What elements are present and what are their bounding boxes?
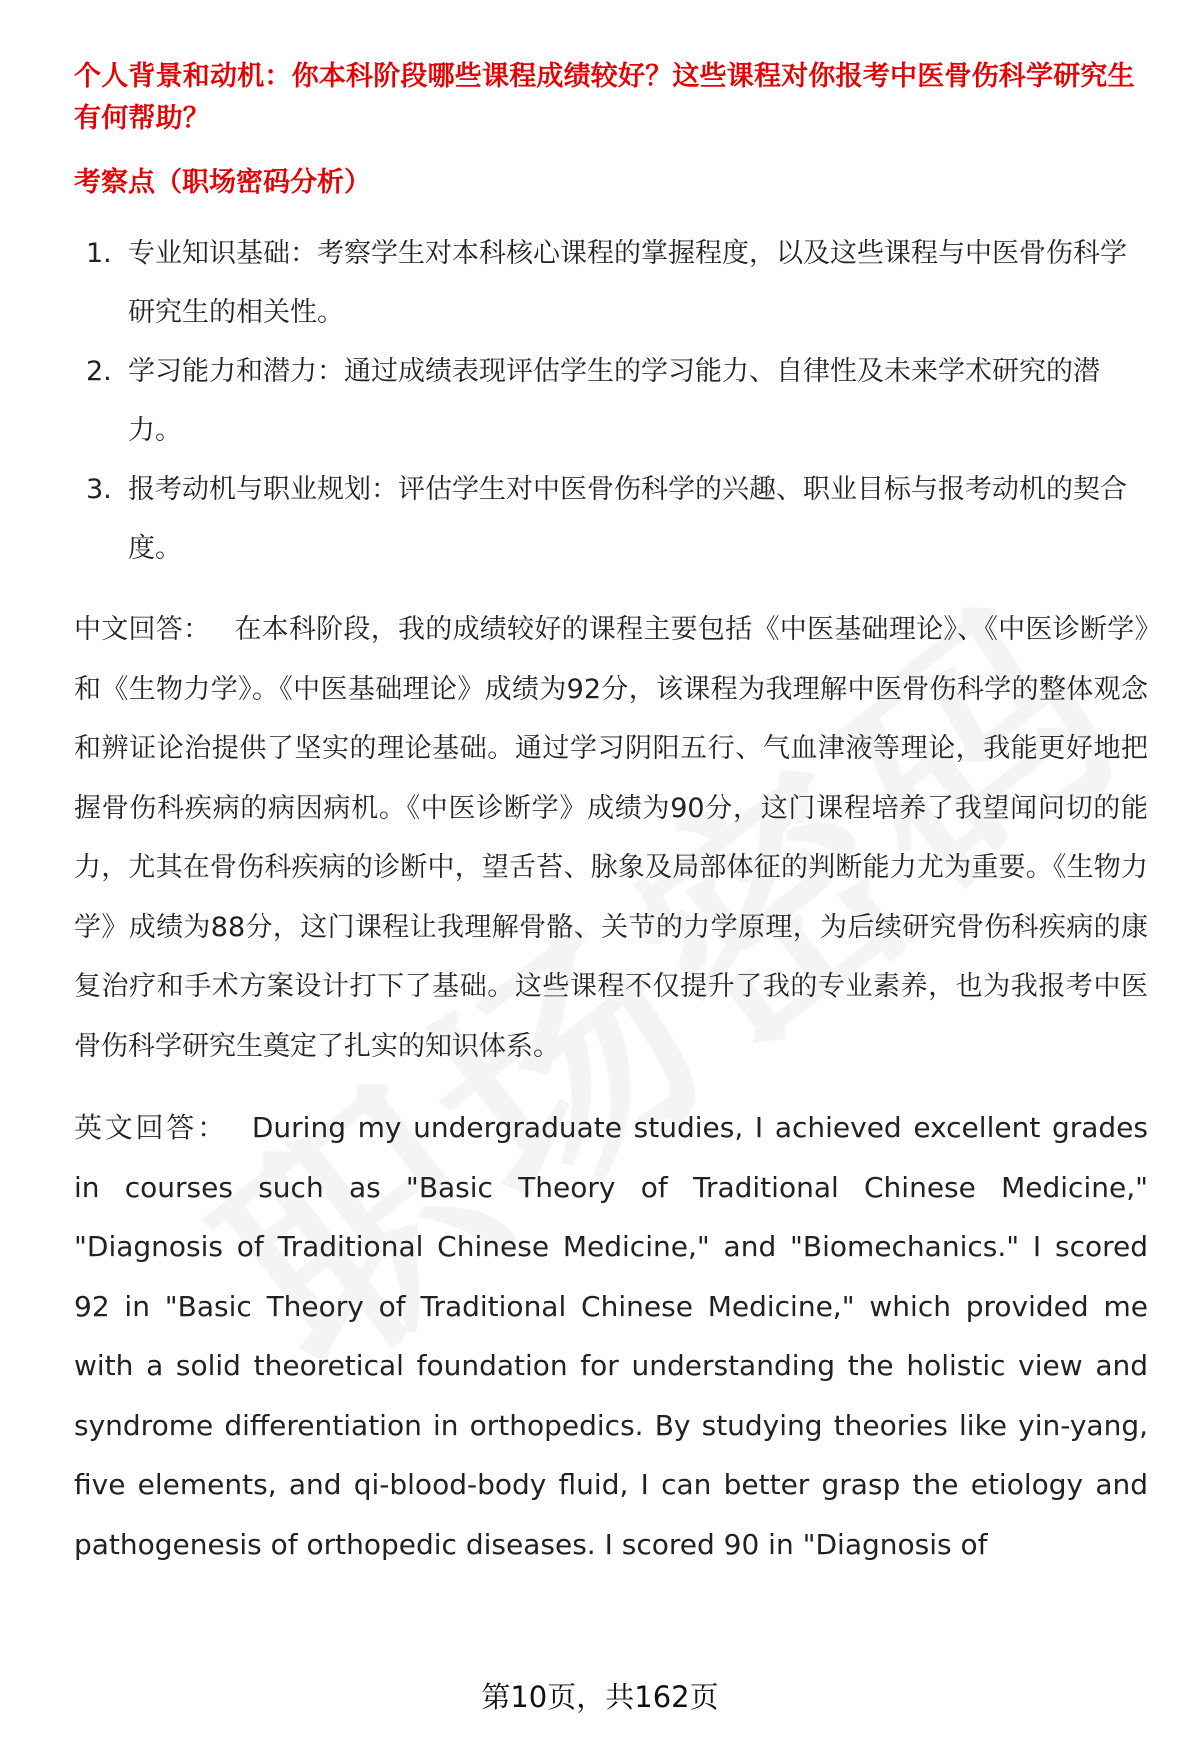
english-answer-text: During my undergraduate studies, I achieved excellent grades in courses such as "Basic Theory of Traditional Chinese Medicine," "Diagnosis of Traditional Chinese Medicine," and "Biomechanics." I scored 92 in "Basic Theory of Traditional Chinese Medicine," which provided me with a solid theoretical foundation for understanding the holistic view and syndrome differentiation in orthopedics. By studying theories like yin-yang, five elements, and qi-blood-body fluid, I can better grasp the etiology and pathogenesis of orthopedic diseases. I scored 90 in "Diagnosis of [74,1111,1148,1561]
item-number: 2. [86,356,112,387]
english-answer-label: 英文回答： [74,1111,228,1144]
item-text: 学习能力和潜力：通过成绩表现评估学生的学习能力、自律性及未来学术研究的潜力。 [128,356,1100,446]
chinese-answer-label: 中文回答： [74,614,211,645]
chinese-answer [74,600,1154,1076]
chinese-answer-text: 在本科阶段，我的成绩较好的课程主要包括《中医基础理论》、《中医诊断学》和《生物力学》。《中医基础理论》成绩为92分，该课程为我理解中医骨伤科学的整体观念和辨证论治提供了坚实的理论基础。通过学习阴阳五行、气血津液等理论，我能更好地把握骨伤科疾病的病因病机。《中医诊断学》成绩为90分，这门课程培养了我望闻问切的能力，尤其在骨伤科疾病的诊断中，望舌苔、脉象及局部体征的判断能力尤为重要。《生物力学》成绩为88分，这门课程让我理解骨骼、关节的力学原理，为后续研究骨伤科疾病的康复治疗和手术方案设计打下了基础。这些课程不仅提升了我的专业素养，也为我报考中医骨伤科学研究生奠定了扎实的知识体系。 [74,614,1149,1062]
item-number: 1. [86,238,112,269]
page-number: 第10页，共162页 [481,1680,719,1714]
question-heading: 个人背景和动机：你本科阶段哪些课程成绩较好？这些课程对你报考中医骨伤科学研究生有何帮助？ [74,61,1135,134]
item-number: 3. [86,474,112,505]
document-page [74,56,1154,1574]
item-text: 报考动机与职业规划：评估学生对中医骨伤科学的兴趣、职业目标与报考动机的契合度。 [128,474,1127,564]
assessment-list [74,224,1154,578]
item-text: 专业知识基础：考察学生对本科核心课程的掌握程度，以及这些课程与中医骨伤科学研究生的相关性。 [128,238,1127,328]
assessment-item [74,460,1154,578]
assessment-item [74,342,1154,460]
english-answer [74,1098,1154,1574]
assessment-heading: 考察点（职场密码分析） [74,167,371,198]
assessment-item [74,224,1154,342]
